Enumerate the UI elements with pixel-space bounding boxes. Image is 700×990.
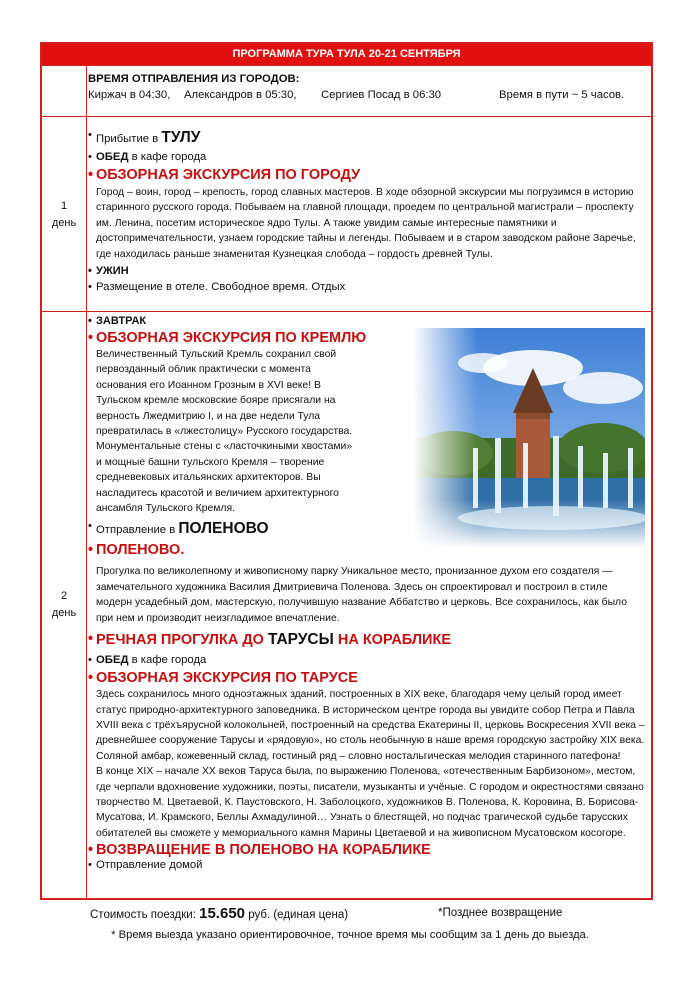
polenovo-text: Прогулка по великолепному и живописному парку Уникальное место, пронизанное духом его создателя — замечательного художника Василия Дмитриевича Поленова. Здесь он спроектировал и построил в стиле модерн усадебный дом, мастерскую, получившую название Аббатство и церковь. Все сохранилось, как было при нем и производит неизгладимое впечатление. [96,566,628,624]
day1-hotel: • Размещение в отеле. Свободное время. Отдых [88,281,645,293]
departure-content [88,66,645,117]
program-title: ПРОГРАММА ТУРА ТУЛА 20-21 СЕНТЯБРЯ [42,44,651,65]
departure-row [42,65,651,117]
tarusa-text-2: В конце XIX – начале XX веков Таруса была, по выражению Поленова, «отечественным Барбизоном», местом, где черпали вдохновение художники, поэты, писатели, музыканты и учёные. С городом и окрестностями связано творчество М. Цветаевой, К. Паустовского, Н. Заболоцкого, художников В. Поленова, К. Коровина, В. Борисова-Мусатова, И. Крамского, Беллы Ахмадулиной… Узнать о блестящей, но подчас трагической судьбе тарусских обитателей вы сможете у мемориального камня Марины Цветаевой и на живописном Мусатовском косогоре. [96,766,644,839]
polenovo-city: ПОЛЕНОВО [178,520,269,538]
departure-day-cell [42,66,87,117]
day1-label-cell [42,117,87,312]
late-return-note: *Позднее возвращение [438,907,563,919]
day1-number: 1 [60,199,68,212]
day1-content [88,117,645,312]
program-table [40,42,653,900]
depart-polenovo: • Отправление в ПОЛЕНОВО [88,520,645,538]
arrival-city: ТУЛУ [161,129,201,146]
kremlin-fountain-photo [413,328,645,548]
tarusa-text-1: Здесь сохранилось много одноэтажных зданий, построенных в XIX веке, благодаря чему целый город имеет статус природно-архитектурного заповедника. В историческом центре города вы увидите собор Петра и Павла XVIII века с трёхъярусной колокольней, построенный на средства Екатерины II, церковь Воскресения XVII века – древнейшее сооружение Тарусы и «рядовую», но столь необычную в наше время городскую застройку XIX века. Соляной амбар, кожевенный склад, гостиный ряд – словно ностальгическая мелодия старинного патефона! [96,689,645,762]
day2-word: день [51,607,77,619]
price-text: Стоимость поездки: 15.650 руб. (единая цена) [90,905,349,922]
kremlin-title: • ОБЗОРНАЯ ЭКСКУРСИЯ ПО КРЕМЛЮ [88,330,645,346]
day1-arrival: • Прибытие в ТУЛУ [88,129,645,147]
departure-times [88,89,645,105]
day1-word: день [51,216,77,229]
day1-tour-title: • ОБЗОРНАЯ ЭКСКУРСИЯ ПО ГОРОДУ [88,167,645,183]
day1-row [42,116,651,312]
river-walk-title: • РЕЧНАЯ ПРОГУЛКА ДО ТАРУСЫ НА КОРАБЛИКЕ [88,631,645,649]
time-note: * Время выезда указано ориентировочное, точное время мы сообщим за 1 день до выезда. [111,929,589,941]
day2-content [88,312,645,898]
day2-breakfast: • ЗАВТРАК [88,315,645,327]
day2-label-cell [42,312,87,898]
kremlin-text: Величественный Тульский Кремль сохранил свой первозданный облик практически с момента основания его Иоанном Грозным в XVI веке! В Тульском кремле московские бояре присягали на верность Лжедмитрию I, и на две недели Тула превратилась в «лжестолицу» Русского государства. Монументальные стены с «ласточкиными хвостами» и мощные башни тульского Кремля – творение средневековых итальянских архитекторов. Вы насладитесь красотой и величием архитектурного ансамбля Тульского Кремля. [96,349,353,515]
departure-kirzhach: Киржач в 04:30, [88,89,171,101]
polenovo-title: • ПОЛЕНОВО. [88,542,645,558]
day2-row [42,311,651,898]
departure-sergiev: Сергиев Посад в 06:30 [321,89,442,101]
departure-title: ВРЕМЯ ОТПРАВЛЕНИЯ ИЗ ГОРОДОВ: [88,73,300,85]
day1-dinner: • УЖИН [88,265,645,277]
day2-lunch: • ОБЕД в кафе города [88,654,645,666]
depart-home: • Отправление домой [88,859,645,871]
tarusa-title: • ОБЗОРНАЯ ЭКСКУРСИЯ ПО ТАРУСЕ [88,670,645,686]
price-value: 15.650 [199,905,246,922]
travel-time: Время в пути ~ 5 часов. [499,89,625,101]
return-title: • ВОЗВРАЩЕНИЕ В ПОЛЕНОВО НА КОРАБЛИКЕ [88,842,645,858]
day1-lunch: • ОБЕД в кафе города [88,151,645,163]
departure-aleksandrov: Александров в 05:30, [184,89,297,101]
day1-tour-text: Город – воин, город – крепость, город славных мастеров. В ходе обзорной экскурсии мы погрузимся в историю старинного русского города. Побываем на главной площади, проедем по центральной магистрали – проспекту им. Ленина, посетим историческое ядро Тулы. А также увидим самые интересные памятники и достопримечательности, узнаем городские тайны и легенды. Побываем и в старом заводском районе Заречье, где находилась раньше знаменитая Кузнецкая слобода – гордость древней Тулы. [96,187,636,260]
day2-number: 2 [60,590,68,602]
